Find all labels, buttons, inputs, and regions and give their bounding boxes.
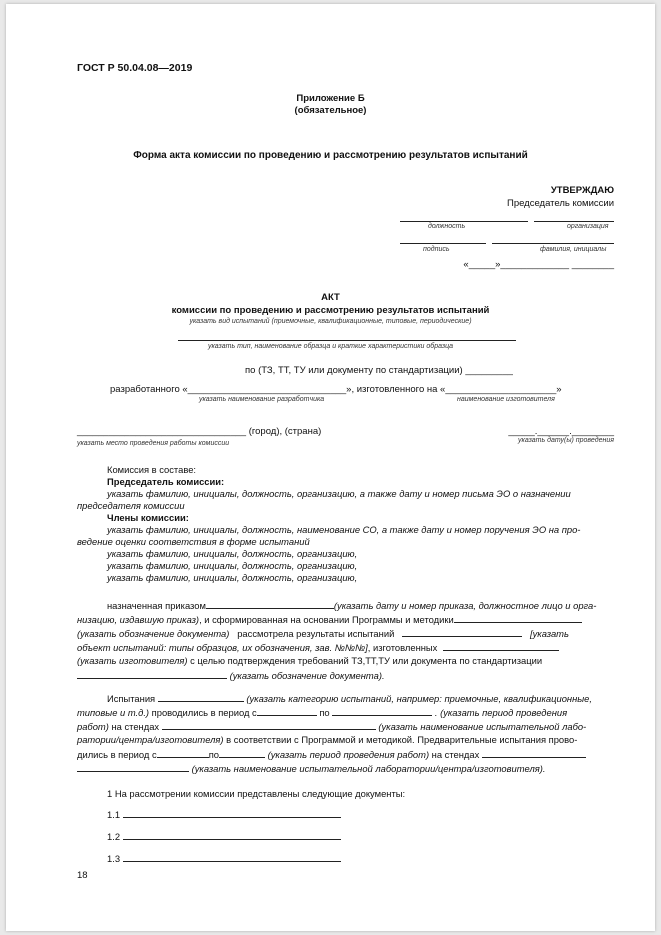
document-item-blank [123, 852, 341, 862]
p2-line-3 [77, 720, 586, 732]
p1-line-3 [77, 627, 569, 639]
place: ________________________________ (город), (страна) [77, 426, 322, 437]
to-blank [332, 706, 432, 716]
members-label: Члены комиссии: [107, 512, 189, 523]
sample-line [178, 340, 516, 341]
chair-text-2: председателя комиссии [77, 500, 185, 511]
p1-order-hint: (указать дату и номер приказа, должностное лицо и орга- [333, 600, 597, 611]
document-item-1 [107, 808, 341, 820]
caption-place: указать место проведения работы комиссии [77, 440, 230, 447]
member-line-1: указать фамилию, инициалы, должность, организацию, [107, 548, 358, 559]
developed-by: разработанного «______________________________», изготовленного на «_____________________» [110, 384, 562, 395]
member-line-2: указать фамилию, инициалы, должность, организацию, [107, 560, 358, 571]
prelim-stands-blank [482, 748, 586, 758]
appendix-subtitle: (обязательное) [294, 105, 367, 116]
p2-line-6 [77, 762, 545, 774]
signature-line [400, 243, 486, 244]
p2-period-from: проводились в период с [151, 707, 257, 718]
page-number: 18 [77, 870, 88, 881]
members-text-2: ведение оценки соответствия в форме испытаний [77, 536, 310, 547]
position-line [400, 221, 528, 222]
caption-position: должность [428, 223, 466, 230]
p2-types-hint: типовые и т.д.) [77, 707, 150, 718]
act-title: АКТ [321, 292, 340, 303]
document-item-number: 1.1 [107, 809, 121, 820]
caption-developer: указать наименование разработчика [199, 396, 325, 403]
chair-text-1: указать фамилию, инициалы, должность, организацию, а также дату и номер письма ЭО о назначении [107, 488, 571, 499]
prelim-from-blank [157, 748, 209, 758]
p1-line-6 [77, 669, 385, 681]
members-text-1: указать фамилию, инициалы, должность, наименование СО, а также дату и номер поручения ЭО на про- [107, 524, 581, 535]
category-blank [158, 692, 244, 702]
by-document: по (ТЗ, ТТ, ТУ или документу по стандартизации) _________ [245, 365, 513, 376]
p2-lab-hint-3: (указать наименование испытательной лаборатории/центра/изготовителя). [191, 763, 546, 774]
p1-doc-hint: (указать обозначение документа) [77, 628, 230, 639]
p1-specify: [указать [529, 628, 569, 639]
p1-line-2 [77, 613, 582, 625]
form-title: Форма акта комиссии по проведению и рассмотрению результатов испытаний [133, 150, 528, 161]
caption-organization: организация [567, 223, 609, 230]
p1-line-5 [77, 655, 542, 666]
p2-line-5 [77, 748, 586, 760]
caption-test-type: указать вид испытаний (приемочные, квалификационные, типовые, периодические) [189, 318, 472, 325]
organization-line [534, 221, 614, 222]
chair-label: Председатель комиссии: [107, 476, 225, 487]
document-item-blank [123, 830, 341, 840]
p2-accordance: в соответствии с Программой и методикой. Предварительные испытания прово- [226, 734, 578, 745]
approve-label: УТВЕРЖДАЮ [550, 185, 614, 196]
appendix-title: Приложение Б [296, 93, 365, 104]
p2-lab-hint-2: ратории/центра/изготовителя) [77, 734, 224, 745]
p2-period-hint: . (указать период проведения [434, 707, 568, 718]
prelim-to-blank [219, 748, 265, 758]
p1-line-4 [77, 641, 559, 653]
p2-tests: Испытания [107, 693, 156, 704]
lab-blank [77, 762, 189, 772]
p1-purpose: с целью подтверждения требований ТЗ,ТТ,ТУ или документа по стандартизации [190, 655, 543, 666]
member-line-3: указать фамилию, инициалы, должность, организацию, [107, 572, 358, 583]
caption-date: указать дату(ы) проведения [518, 437, 614, 444]
results-blank [402, 627, 522, 637]
document-item-2 [107, 830, 341, 842]
commission-composition: Комиссия в составе: [107, 464, 197, 475]
document-item-number: 1.2 [107, 831, 121, 842]
p2-line-4 [77, 734, 577, 745]
p1-appointed: назначенная приказом [107, 600, 206, 611]
p1-issuer-hint: низацию, издавшую приказ) [77, 614, 200, 625]
approve-chairman: Председатель комиссии [506, 198, 614, 209]
p2-prelim-to: по [208, 749, 219, 760]
approve-date: «_____»_____________ ________ [463, 259, 614, 270]
p2-prelim-from: дились в период с [77, 749, 157, 760]
p2-category-hint: (указать категорию испытаний, например: приемочные, квалификационные, [246, 693, 592, 704]
from-blank [257, 706, 317, 716]
p2-stands: на стендах [111, 721, 160, 732]
standard-number: ГОСТ Р 50.04.08—2019 [77, 62, 193, 74]
stands-blank [162, 720, 376, 730]
program-blank [454, 613, 582, 623]
act-subtitle: комиссии по проведению и рассмотрению результатов испытаний [171, 305, 490, 316]
p1-manufacturer-hint: (указать изготовителя) [77, 655, 188, 666]
document-item-3 [107, 852, 341, 864]
caption-signature: подпись [423, 246, 450, 253]
p2-prelim-stands: на стендах [431, 749, 480, 760]
p1-formed: , и сформированная на основании Программы и методики [199, 614, 454, 625]
name-line [492, 243, 614, 244]
p2-line-2 [77, 706, 567, 718]
p1-doc-designation-hint: (указать обозначение документа). [229, 670, 385, 681]
p1-line-1 [107, 599, 596, 611]
order-blank [206, 599, 334, 609]
p2-period-to: по [319, 707, 330, 718]
document-item-blank [123, 808, 341, 818]
documents-intro: 1 На рассмотрении комиссии представлены следующие документы: [107, 788, 406, 799]
p2-lab-hint: (указать наименование испытательной лабо- [378, 721, 587, 732]
manufacturer-blank [443, 641, 559, 651]
p2-works-hint: работ) [77, 721, 109, 732]
document-item-number: 1.3 [107, 853, 121, 864]
p2-line-1 [107, 692, 592, 704]
p1-reviewed: рассмотрела результаты испытаний [237, 628, 395, 639]
doc-designation-blank [77, 669, 227, 679]
p2-prelim-hint: (указать период проведения работ) [267, 749, 430, 760]
date-blank: _____.______.________ [508, 426, 614, 437]
p1-object-hint: объект испытаний: типы образцов, их обозначения, зав. №№№] [77, 642, 368, 653]
caption-name: фамилия, инициалы [540, 246, 607, 253]
caption-sample: указать тип, наименование образца и краткие характеристики образца [208, 343, 454, 350]
p1-manufactured: , изготовленных [367, 642, 438, 653]
caption-manufacturer: наименование изготовителя [457, 396, 555, 403]
